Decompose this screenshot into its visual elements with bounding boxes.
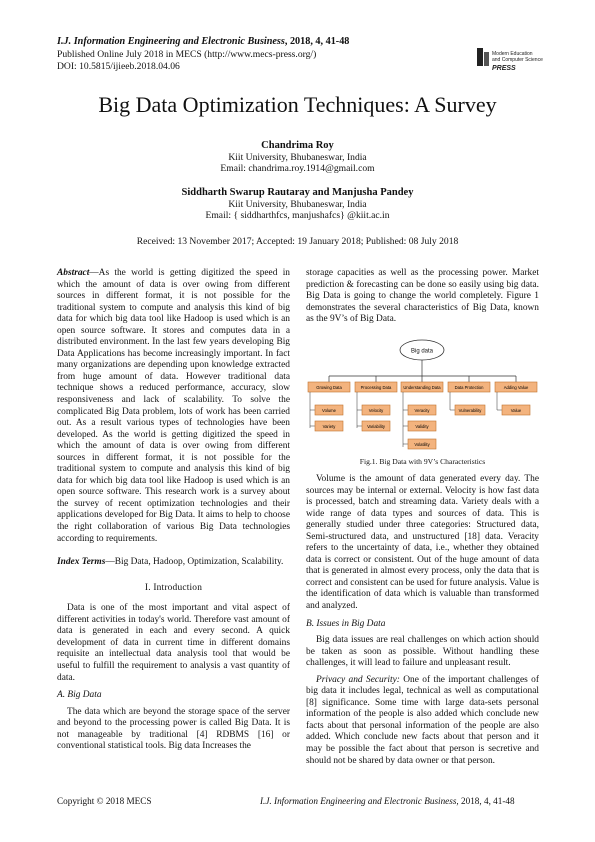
author-block-2 <box>0 187 595 222</box>
svg-text:Data Protection: Data Protection <box>454 385 484 390</box>
continued-paragraph: storage capacities as well as the processing power. Market prediction & forecasting can be done so easily using big data. Big Data is going to change the world completely. Figure 1 demonstrates the several characteristics of Big Data, known as the 9V’s of Big Data. <box>306 268 539 325</box>
logo-line-2: and Computer Science <box>492 57 543 63</box>
category-processing-data <box>355 382 397 392</box>
paper-title: Big Data Optimization Techniques: A Survey <box>98 92 497 117</box>
svg-text:Growing Data: Growing Data <box>316 385 342 390</box>
leaf-value <box>497 405 530 415</box>
journal-header <box>57 36 349 47</box>
leaf-velocity <box>357 405 390 415</box>
subsection-a-heading: A. Big Data <box>57 690 102 701</box>
category-data-protection <box>448 382 490 392</box>
logo-line-1: Modern Education <box>492 51 533 57</box>
subsection-b-heading: B. Issues in Big Data <box>306 618 386 629</box>
journal-issue: , 2018, 4, 41-48 <box>284 36 350 47</box>
leaf-validity <box>403 421 436 431</box>
author-name: Siddharth Swarup Rautaray and Manjusha Pandey <box>181 187 414 198</box>
leaf-vulnerability <box>450 405 485 415</box>
author-email: Email: chandrima.roy.1914@gmail.com <box>220 163 375 174</box>
svg-text:Adding Value: Adding Value <box>503 385 529 390</box>
index-terms-text: —Big Data, Hadoop, Optimization, Scalability. <box>105 557 284 568</box>
svg-text:Volume: Volume <box>322 408 336 413</box>
privacy-label: Privacy and Security: <box>316 674 400 685</box>
received-dates: Received: 13 November 2017; Accepted: 19 January 2018; Published: 08 July 2018 <box>136 236 459 247</box>
author-email: Email: { siddharthfcs, manjushafcs} @kiit.ac.in <box>205 210 390 221</box>
svg-text:Validity: Validity <box>415 424 429 429</box>
footer-journal-name: I.J. Information Engineering and Electronic Business, <box>260 796 459 806</box>
volume-paragraph: Volume is the amount of data generated every day. The sources may be internal or external. Velocity is how fast data is processed, batch and streaming data. Variety deals with a wide range of data types and sources of data. This is generally studied under three categories: Structured data, Semi-structured data, and unstructured [18] data. Veracity refers to the uncertainty of data, i.e., whether they obtained data is correct or consistent. Out of the huge amount of data that is generated in almost every process, only the data that is correct and consistent can be used for future analysis. Value is the identification of data which is valuable than transformed and analyzed. <box>306 474 539 612</box>
author-name: Chandrima Roy <box>261 140 334 151</box>
leaf-variety <box>310 421 343 431</box>
index-terms <box>57 557 290 569</box>
category-understanding-data <box>401 382 443 392</box>
svg-text:Processing Data: Processing Data <box>360 385 392 390</box>
svg-text:Velocity: Velocity <box>368 408 384 413</box>
leaf-veracity <box>403 405 436 415</box>
root-label: Big data <box>410 348 434 355</box>
intro-heading: I. Introduction <box>144 582 203 593</box>
mecs-logo <box>477 46 547 74</box>
abstract-label: Abstract <box>57 268 90 278</box>
category-adding-value <box>495 382 537 392</box>
journal-name: I.J. Information Engineering and Electronic Business <box>57 36 285 47</box>
big-data-paragraph: The data which are beyond the storage space of the server and beyond to the processing power is called Big Data. It is not manageable by traditional [4] RDBMS [16] or conventional statistical tools. Big data Increases the <box>57 706 290 752</box>
left-column <box>57 268 290 753</box>
index-terms-label: Index Terms <box>57 557 106 568</box>
issues-paragraph: Big data issues are real challenges on which action should be taken as soon as possible. Without handling these challenges, it will lead to failure and unpleasant result. <box>306 635 539 669</box>
author-affiliation: Kiit University, Bhubaneswar, India <box>228 198 367 210</box>
leaf-volume <box>310 405 343 415</box>
category-growing-data <box>308 382 350 392</box>
svg-text:Volatility: Volatility <box>414 442 430 447</box>
footer-copyright: Copyright © 2018 MECS <box>57 796 152 806</box>
privacy-text: One of the important challenges of big data it includes legal, technical as well as computational [8] significance. Some time with large data-sets personal information of the people is also added which conclude new facts about that personal information of the people are also added. Which conclude new facts about that person and it may be possible the fact about that person is secretive and should not be shared by data owner or that person. <box>306 674 539 766</box>
published-line: Published Online July 2018 in MECS (http://www.mecs-press.org/) <box>57 49 317 60</box>
figure-caption: Fig.1. Big Data with 9V’s Characteristics <box>359 457 486 466</box>
logo-line-3: PRESS <box>492 65 516 72</box>
abstract-text: —As the world is getting digitized the speed in which the amount of data is over owing from different sources in different format, it is not possible for the traditional system to compute and analysis this kind of big data for which big data tool like Hadoop is used which is an open source software. It stores and computes data in a distributed environment. In the last few years developing Big Data Applications has become increasingly important. In fact many organizations are depending upon knowledge extracted from huge amount of data. However traditional data technique shows a reduced performance, accuracy, slow responsiveness and lack of scalability. To solve the complicated Big Data problem, lots of work has been carried out. As a result various types of technologies have been developed. As the world is getting digitized the speed in which the amount of data is over owing from different sources in different format, it is not possible for the traditional system to compute and analysis this kind of big data for which big data tool like Hadoop is used which is an open source software. This research work is a survey about the survey of recent optimization technologies and their applications developed for Big Data. It aims to help to choose the right collaboration of various Big Data technologies according to requirements. <box>57 268 290 544</box>
author-affiliation: Kiit University, Bhubaneswar, India <box>228 151 367 163</box>
doi-line: DOI: 10.5815/ijieeb.2018.04.06 <box>57 61 180 72</box>
svg-text:Understanding Data: Understanding Data <box>403 385 441 390</box>
footer-issue: 2018, 4, 41-48 <box>458 796 515 806</box>
author-block-1 <box>0 140 595 175</box>
svg-text:Value: Value <box>510 408 522 413</box>
right-column-top <box>306 268 539 326</box>
svg-text:Vulnerability: Vulnerability <box>458 408 482 413</box>
privacy-paragraph <box>306 675 539 767</box>
right-column-bottom <box>306 474 539 767</box>
svg-text:Variability: Variability <box>367 424 385 429</box>
abstract <box>57 268 290 545</box>
svg-text:Veracity: Veracity <box>414 408 430 413</box>
footer-journal <box>260 796 515 806</box>
leaf-volatility <box>403 439 436 449</box>
svg-text:Variety: Variety <box>322 424 336 429</box>
leaf-variability <box>357 421 390 431</box>
figure-1-diagram <box>306 338 539 454</box>
intro-paragraph: Data is one of the most important and vital aspect of different activities in today's world. Therefore vast amount of data is generated in each and every second. A quick development of data in current time in different domains requisite an intellectual data analysis tool that would be useful to fulfill the requirement to analysis a vast quantity of data. <box>57 603 290 683</box>
